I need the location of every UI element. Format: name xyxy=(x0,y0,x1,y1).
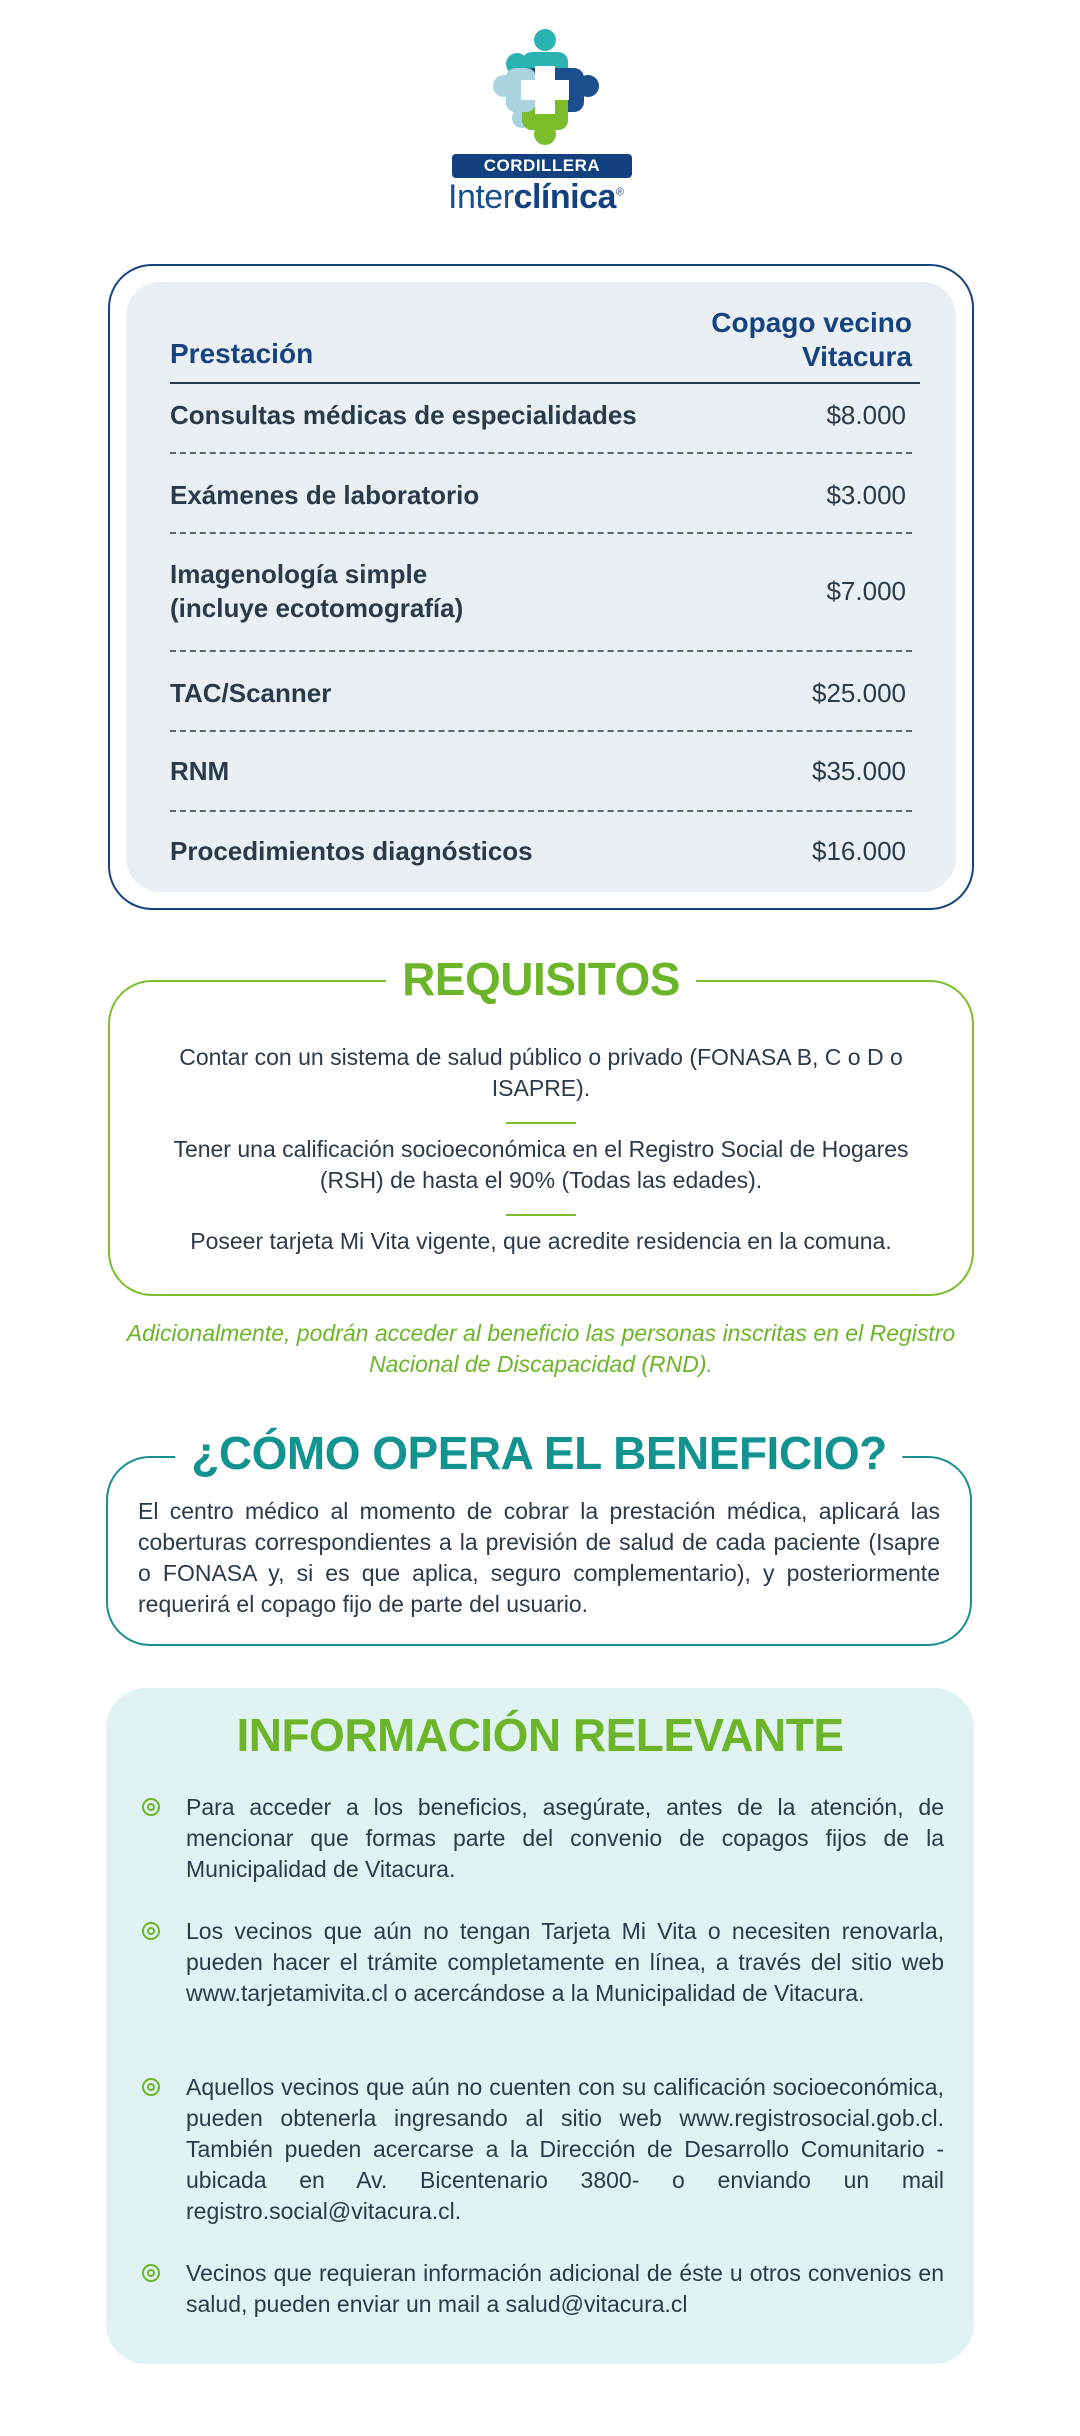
row-amount: $8.000 xyxy=(826,399,906,430)
table-row xyxy=(170,822,906,880)
table-row xyxy=(170,544,906,638)
requisito-item: Poseer tarjeta Mi Vita vigente, que acredite residencia en la comuna. xyxy=(190,1228,892,1254)
row-service xyxy=(170,557,463,625)
logo-wordmark-bold: clínica xyxy=(513,178,616,216)
row-service-line2: (incluye ecotomografía) xyxy=(170,593,464,623)
requisito-item: Contar con un sistema de salud público o privado (FONASA B, C o D o ISAPRE). xyxy=(179,1044,903,1101)
header-copay-line2: Vitacura xyxy=(802,341,912,372)
header-copay xyxy=(652,306,912,374)
row-divider xyxy=(170,452,912,454)
row-amount: $25.000 xyxy=(812,677,906,708)
info-item xyxy=(186,1916,944,2009)
row-divider xyxy=(170,650,912,652)
target-bullet-icon xyxy=(142,2078,160,2096)
target-bullet-icon xyxy=(142,2264,160,2282)
header-service: Prestación xyxy=(170,338,314,369)
info-item xyxy=(186,1792,944,1885)
row-service: RNM xyxy=(170,755,230,786)
como-opera-title: ¿CÓMO OPERA EL BENEFICIO? xyxy=(175,1426,902,1480)
header-copay-line1: Copago vecino xyxy=(711,307,912,338)
row-amount: $3.000 xyxy=(826,479,906,510)
requisito-divider xyxy=(506,1214,576,1216)
copay-price-table xyxy=(108,264,974,910)
row-service-line1: Imagenología simple xyxy=(170,559,428,589)
informacion-relevante-section xyxy=(106,1688,974,2364)
info-title: INFORMACIÓN RELEVANTE xyxy=(236,1709,844,1761)
table-row xyxy=(170,466,906,524)
row-service: Procedimientos diagnósticos xyxy=(170,835,533,866)
info-item-text: Vecinos que requieran información adicional de éste u otros convenios en salud, pueden enviar un mail a salud@vitacura.cl xyxy=(186,2260,944,2317)
requisitos-title: REQUISITOS xyxy=(386,952,696,1006)
row-amount: $16.000 xyxy=(812,835,906,866)
row-divider xyxy=(170,810,912,812)
row-service: Consultas médicas de especialidades xyxy=(170,399,637,430)
info-item-text: Aquellos vecinos que aún no cuenten con su calificación socioeconómica, pueden obtenerla ingresando al sitio web www.registrosocial.gob.cl. También pueden acercarse a la Dirección de Desarrollo Comunitario -ubicada en Av. Bicentenario 3800- o enviando un mail registro.social@vitacura.cl. xyxy=(186,2074,944,2224)
logo-badge: CORDILLERA xyxy=(452,154,632,178)
info-item-text: Los vecinos que aún no tengan Tarjeta Mi Vita o necesiten renovarla, pueden hacer el trámite completamente en línea, a través del sitio web www.tarjetamivita.cl o acercándose a la Municipalidad de Vitacura. xyxy=(186,1918,944,2006)
row-divider xyxy=(170,532,912,534)
como-opera-text: El centro médico al momento de cobrar la prestación médica, aplicará las coberturas correspondientes a la previsión de salud de cada paciente (Isapre o FONASA y, si es que aplica, seguro complementario), y posteriormente requerirá el copago fijo de parte del usuario. xyxy=(138,1498,940,1617)
info-item-text: Para acceder a los beneficios, asegúrate, antes de la atención, de mencionar que formas parte del convenio de copagos fijos de la Municipalidad de Vitacura. xyxy=(186,1794,944,1882)
price-table-panel xyxy=(126,282,956,892)
row-service: Exámenes de laboratorio xyxy=(170,479,480,510)
requisito-divider xyxy=(506,1122,576,1124)
target-bullet-icon xyxy=(142,1798,160,1816)
info-item xyxy=(186,2258,944,2320)
info-item xyxy=(186,2072,944,2227)
cordillera-interclinica-logo xyxy=(440,28,650,218)
table-row xyxy=(170,664,906,722)
requisito-item: Tener una calificación socioeconómica en el Registro Social de Hogares (RSH) de hasta el 90% (Todas las edades). xyxy=(173,1136,909,1193)
registered-mark: ® xyxy=(615,186,624,199)
table-header xyxy=(170,296,920,384)
target-bullet-icon xyxy=(142,1922,160,1940)
como-opera-section xyxy=(106,1427,972,1646)
medical-cross-logo-icon xyxy=(482,28,608,148)
table-row xyxy=(170,742,906,800)
additional-note: Adicionalmente, podrán acceder al beneficio las personas inscritas en el Registro Nacional de Discapacidad (RND). xyxy=(126,1320,956,1377)
row-amount: $7.000 xyxy=(826,575,906,606)
logo-wordmark-regular: Inter xyxy=(448,178,514,216)
table-row xyxy=(170,386,906,444)
logo-wordmark xyxy=(448,178,648,217)
row-service: TAC/Scanner xyxy=(170,677,332,708)
row-divider xyxy=(170,730,912,732)
row-amount: $35.000 xyxy=(812,755,906,786)
requisitos-section xyxy=(108,953,974,1296)
